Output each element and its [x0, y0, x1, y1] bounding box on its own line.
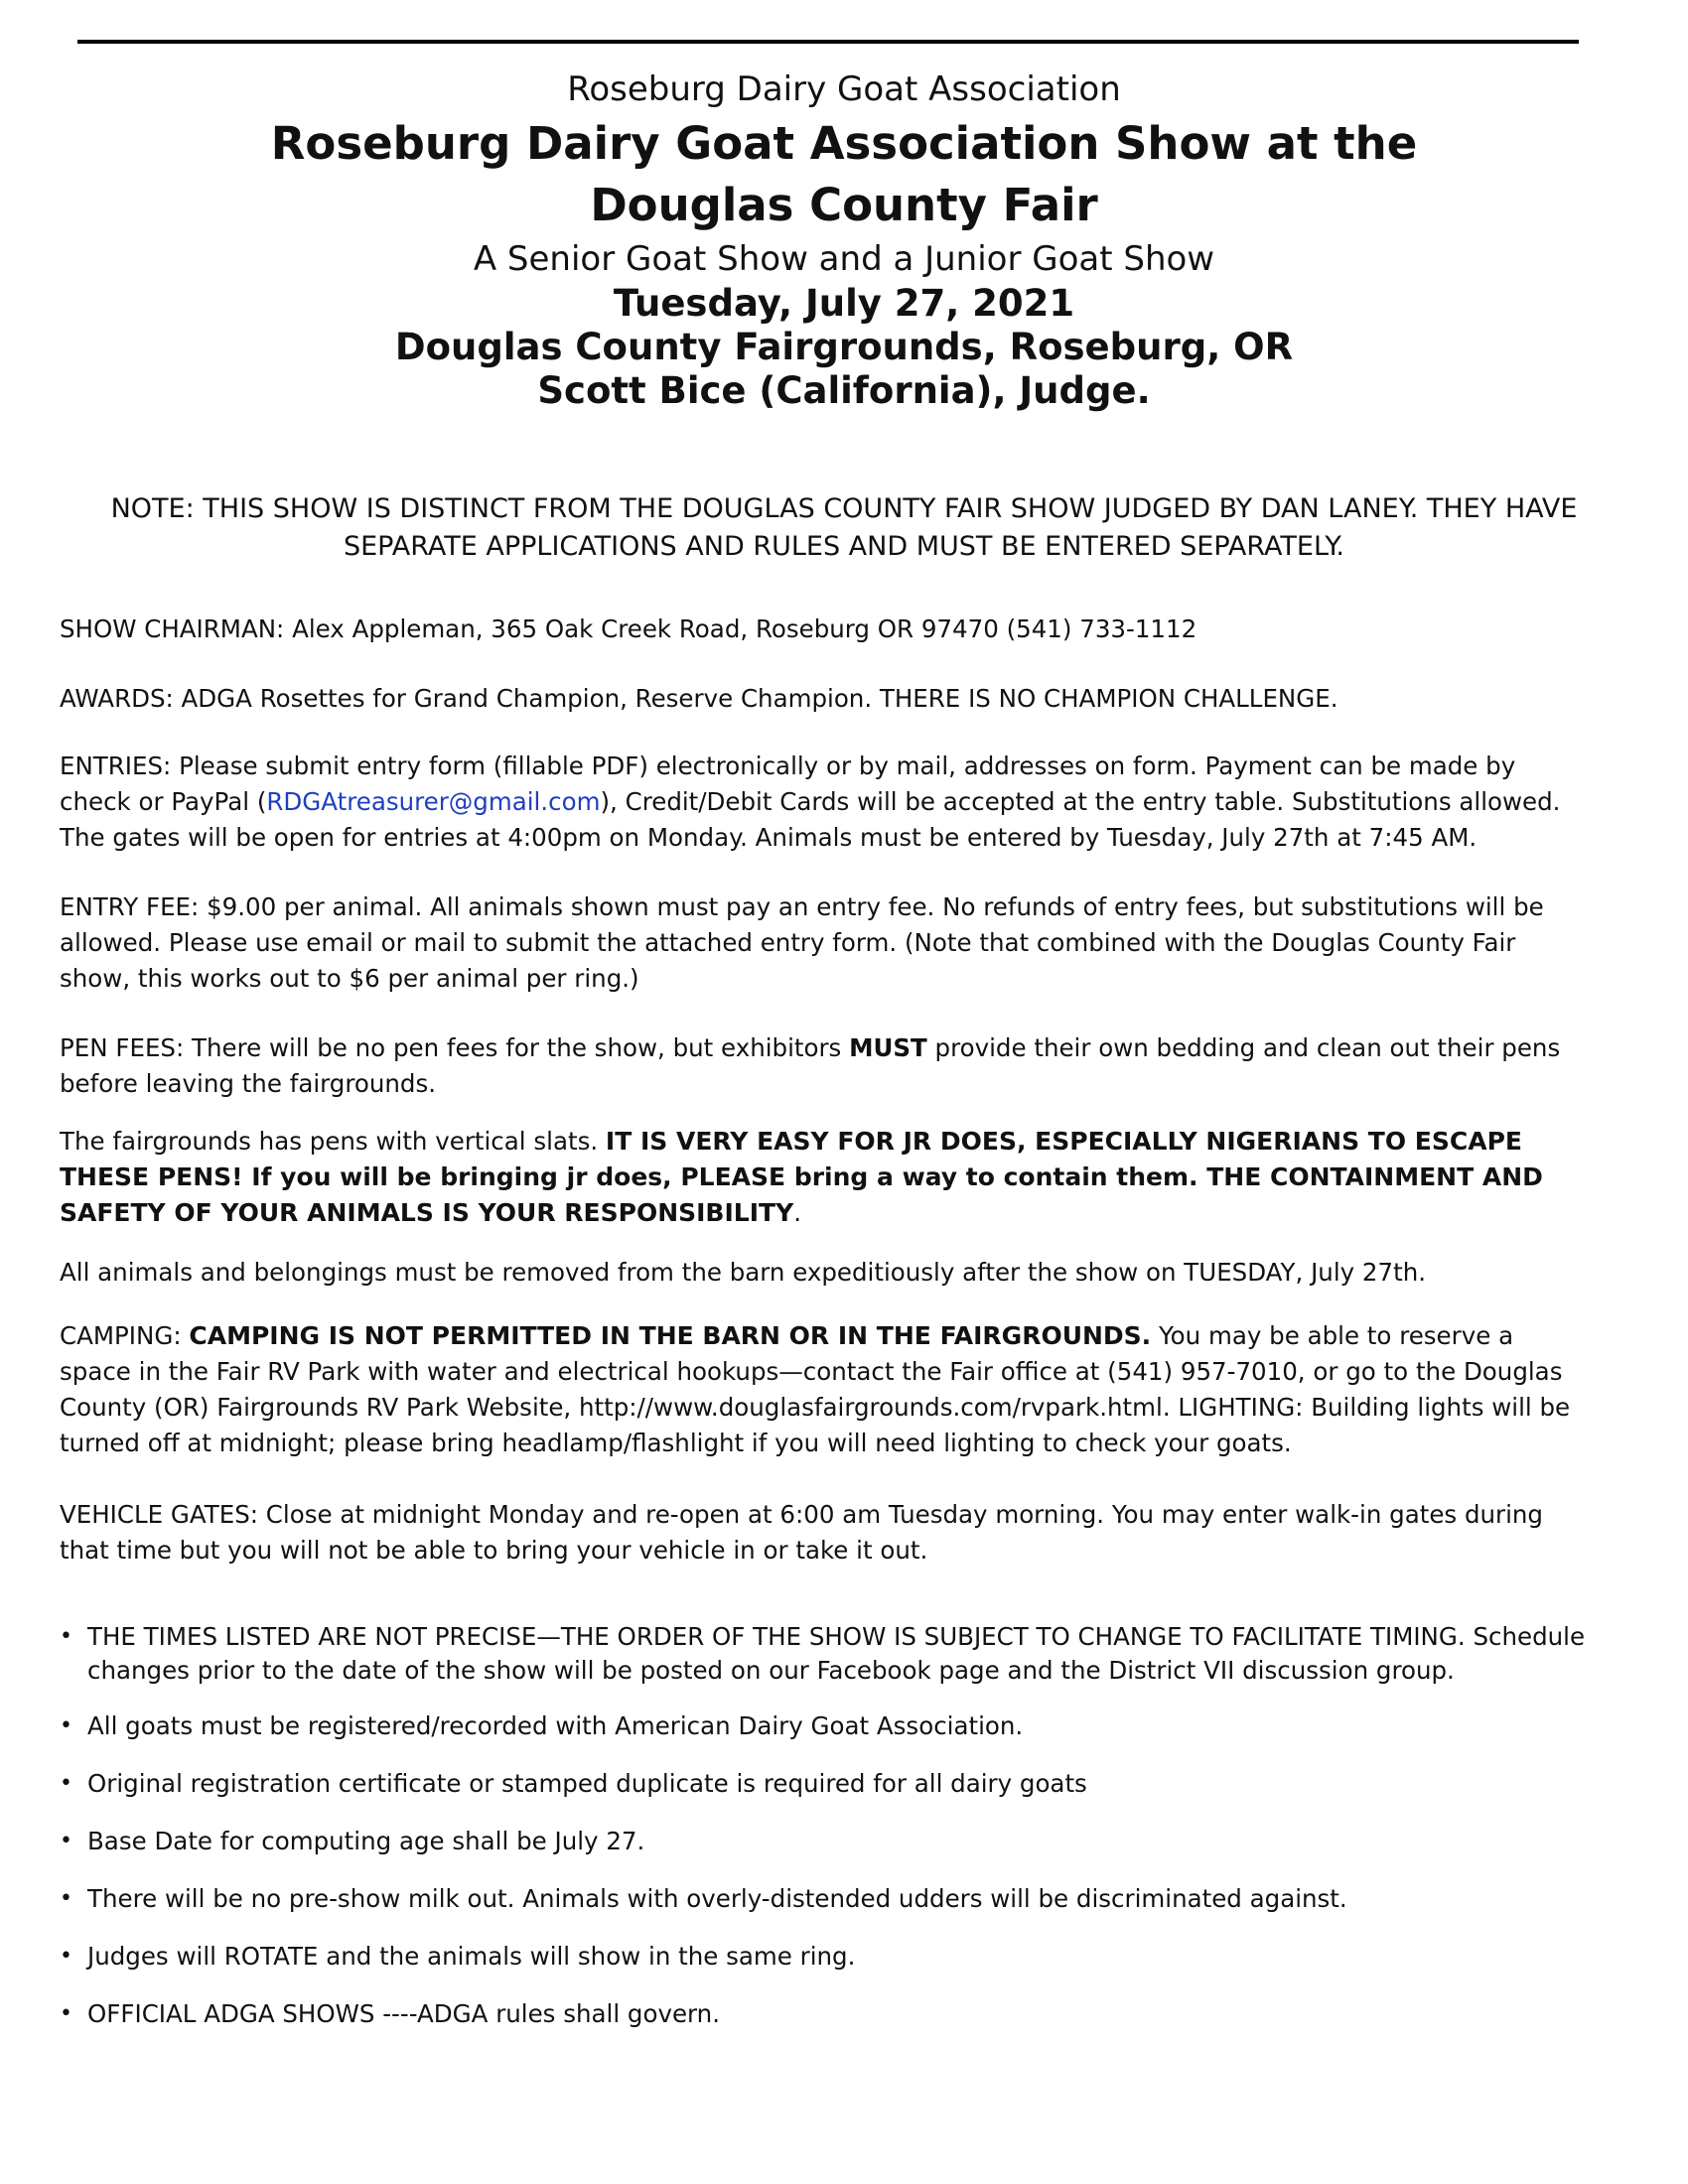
- top-rule: [77, 40, 1579, 44]
- awards-text: AWARDS: ADGA Rosettes for Grand Champion, Reserve Champion. THERE IS NO CHAMPION CHALLENGE.: [60, 684, 1338, 713]
- distinct-show-note: NOTE: THIS SHOW IS DISTINCT FROM THE DOUGLAS COUNTY FAIR SHOW JUDGED BY DAN LANEY. THEY HAVE SEPARATE APPLICATIONS AND RULES AND MUST BE ENTERED SEPARATELY.: [110, 493, 1578, 562]
- camping-label: CAMPING:: [60, 1321, 190, 1350]
- vehicle-gates-text: VEHICLE GATES: Close at midnight Monday and re-open at 6:00 am Tuesday morning. You may enter walk-in gates during that time but you will not be able to bring your vehicle in or take it out.: [60, 1500, 1543, 1565]
- title-line-2: Douglas County Fair: [590, 179, 1098, 231]
- camping-rest: You may be able to reserve a space in the Fair RV Park with water and electrical hookups—contact the Fair office at (541) 957-7010, or go to the Douglas County (OR) Fairgrounds RV Park Website, http://www.douglasfairgrounds.com/rvpark.html. LIGHTING: Building lights will be turned off at midnight; please bring headlamp/flashlight if you will need lighting to check your goats.: [60, 1321, 1571, 1457]
- treasurer-email-link[interactable]: RDGAtreasurer@gmail.com: [266, 787, 601, 816]
- pen-fees-part1: PEN FEES: There will be no pen fees for the show, but exhibitors: [60, 1033, 850, 1062]
- judge: Scott Bice (California), Judge.: [537, 369, 1151, 412]
- rules-list: [60, 1620, 1609, 2031]
- camping-text: [60, 1318, 1589, 1461]
- title-line-1: Roseburg Dairy Goat Association Show at the: [270, 117, 1418, 170]
- list-item: • OFFICIAL ADGA SHOWS ----ADGA rules shall govern.: [60, 1997, 1609, 2031]
- list-item: • There will be no pre-show milk out. Animals with overly-distended udders will be discriminated against.: [60, 1882, 1609, 1916]
- show-chairman: [60, 612, 1589, 647]
- bullet-icon: •: [60, 2001, 72, 2026]
- bullet-icon: •: [60, 1886, 72, 1911]
- pen-fees-text: [60, 1030, 1589, 1102]
- removal-text: All animals and belongings must be removed from the barn expeditiously after the show on TUESDAY, July 27th.: [60, 1258, 1427, 1287]
- pen-fees-must: MUST: [849, 1033, 927, 1062]
- removal: [60, 1255, 1589, 1291]
- camping-bold: CAMPING IS NOT PERMITTED IN THE BARN OR IN THE FAIRGROUNDS.: [189, 1321, 1152, 1350]
- bullet-icon: •: [60, 1944, 72, 1969]
- list-item: • Judges will ROTATE and the animals will show in the same ring.: [60, 1940, 1609, 1974]
- pen-fees: [60, 1030, 1589, 1102]
- entry-fee: [60, 889, 1589, 997]
- pens-warning: [60, 1124, 1589, 1231]
- show-chairman-text: SHOW CHAIRMAN: Alex Appleman, 365 Oak Creek Road, Roseburg OR 97470 (541) 733-1112: [60, 614, 1197, 643]
- bullet-icon: •: [60, 1771, 72, 1796]
- pen-fees-part2: provide their own bedding and clean out their pens before leaving the fairgrounds.: [60, 1033, 1561, 1098]
- subtitle: A Senior Goat Show and a Junior Goat Show: [473, 239, 1215, 279]
- pens-warning-bold: IT IS VERY EASY FOR JR DOES, ESPECIALLY NIGERIANS TO ESCAPE THESE PENS! If you will be bringing jr does, PLEASE bring a way to contain them. THE CONTAINMENT AND SAFETY OF YOUR ANIMALS IS YOUR RESPONSIBILITY: [60, 1127, 1543, 1227]
- bullet-icon: •: [60, 1624, 72, 1649]
- entries-part1: ENTRIES: Please submit entry form (fillable PDF) electronically or by mail, addresses on form. Payment can be made by check or PayPal (: [60, 751, 1516, 816]
- list-item: • All goats must be registered/recorded with American Dairy Goat Association.: [60, 1709, 1609, 1743]
- vehicle-gates: [60, 1497, 1589, 1569]
- entry-fee-text: ENTRY FEE: $9.00 per animal. All animals shown must pay an entry fee. No refunds of entry fees, but substitutions will be allowed. Please use email or mail to submit the attached entry form. (Note that combined with the Douglas County Fair show, this works out to $6 per animal per ring.): [60, 892, 1544, 993]
- list-item: • Base Date for computing age shall be July 27.: [60, 1825, 1609, 1858]
- show-date: Tuesday, July 27, 2021: [613, 282, 1075, 325]
- entries-text: [60, 749, 1589, 856]
- list-item: • Original registration certificate or stamped duplicate is required for all dairy goats: [60, 1767, 1609, 1801]
- pens-warning-part2: .: [793, 1198, 801, 1227]
- bullet-icon: •: [60, 1829, 72, 1853]
- camping: [60, 1318, 1589, 1461]
- organization-name: Roseburg Dairy Goat Association: [567, 69, 1121, 109]
- awards: [60, 681, 1589, 717]
- list-item: • THE TIMES LISTED ARE NOT PRECISE—THE ORDER OF THE SHOW IS SUBJECT TO CHANGE TO FACILITATE TIMING. Schedule changes prior to the date of the show will be posted on our Facebook page and the District VII discussion group.: [60, 1622, 1586, 1685]
- entries-part2: ), Credit/Debit Cards will be accepted at the entry table. Substitutions allowed. The gates will be open for entries at 4:00pm on Monday. Animals must be entered by Tuesday, July 27th at 7:45 AM.: [60, 787, 1561, 852]
- document-header: [0, 66, 1688, 413]
- pens-warning-part1: The fairgrounds has pens with vertical slats.: [60, 1127, 606, 1156]
- entries: [60, 749, 1589, 856]
- pens-warning-text: [60, 1124, 1589, 1231]
- bullet-icon: •: [60, 1713, 72, 1738]
- show-location: Douglas County Fairgrounds, Roseburg, OR: [394, 326, 1294, 368]
